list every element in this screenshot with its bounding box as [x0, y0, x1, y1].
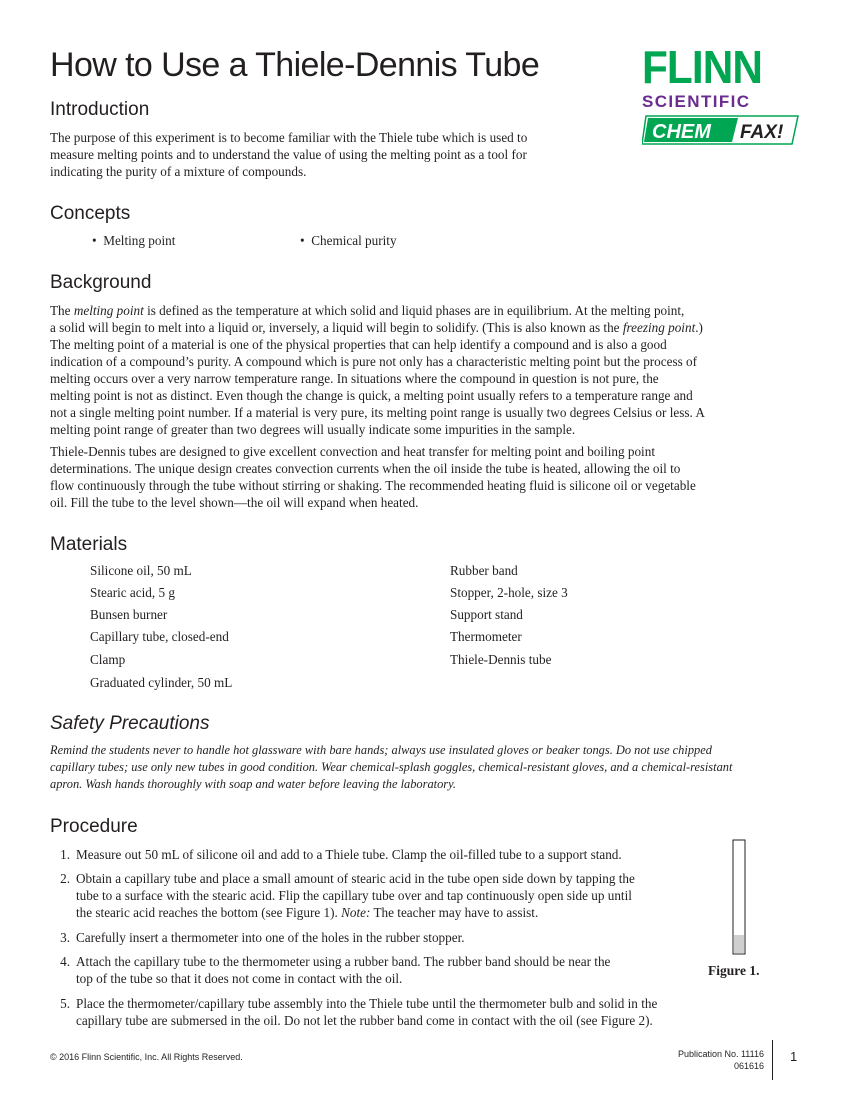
material-item: Stearic acid, 5 g — [90, 585, 175, 600]
material-item: Stopper, 2-hole, size 3 — [450, 585, 568, 600]
background-line: indication of a compound’s purity. A compound which is pure not only has a characteristic melting point but the process of — [50, 354, 698, 369]
step-line: tube to a surface with the stearic acid. Flip the capillary tube over and tap continuously open side up until — [76, 888, 632, 903]
figure-1-label: Figure 1. — [708, 963, 760, 978]
safety-text — [50, 742, 795, 793]
background-line: Thiele-Dennis tubes are designed to give excellent convection and heat transfer for melting point and boiling point — [50, 444, 655, 459]
page-number: 1 — [790, 1049, 798, 1064]
footer-copyright: © 2016 Flinn Scientific, Inc. All Rights Reserved. — [50, 1052, 243, 1062]
materials-heading: Materials — [50, 534, 128, 555]
logo-scientific-text: SCIENTIFIC — [642, 92, 751, 111]
material-item: Silicone oil, 50 mL — [90, 563, 192, 578]
background-line: The melting point of a material is one of the physical properties that can help identify a compound and is also a good — [50, 337, 667, 352]
intro-line: The purpose of this experiment is to become familiar with the Thiele tube which is used to — [50, 130, 528, 145]
background-line: flow continuously through the tube without stirring or shaking. The recommended heating fluid is silicone oil or vegetable — [50, 478, 696, 493]
step-line: Measure out 50 mL of silicone oil and add to a Thiele tube. Clamp the oil-filled tube to a support stand. — [76, 847, 622, 862]
material-item: Clamp — [90, 652, 126, 667]
step-line: top of the tube so that it does not come in contact with the oil. — [76, 971, 403, 986]
material-item: Rubber band — [450, 563, 518, 578]
step-line: capillary tube are submersed in the oil. Do not let the rubber band come in contact with the oil (see Figure 2). — [76, 1013, 653, 1028]
safety-line: apron. Wash hands thoroughly with soap and water before leaving the laboratory. — [50, 777, 457, 791]
step-line: Place the thermometer/capillary tube assembly into the Thiele tube until the thermometer bulb and solid in the — [76, 996, 658, 1011]
introduction-text — [50, 129, 775, 180]
safety-line: capillary tubes; use only new tubes in good condition. Wear chemical-splash goggles, chemical-resistant gloves, and a chemical-resistant — [50, 760, 733, 774]
background-heading: Background — [50, 272, 152, 293]
background-line: a solid will begin to melt into a liquid or, inversely, a liquid will begin to solidify. (This is also known as the freezing point.) — [50, 320, 703, 335]
safety-line: Remind the students never to handle hot glassware with bare hands; always use insulated gloves or beaker tongs. Do not use chipped — [50, 743, 712, 757]
chem-text: CHEM — [652, 121, 711, 143]
background-paragraph-1 — [50, 302, 790, 438]
background-line: melting occurs over a very narrow temperature range. In situations where the compound in question is not pure, the — [50, 371, 659, 386]
procedure-heading: Procedure — [50, 816, 138, 837]
background-line: determinations. The unique design creates convection currents when the oil inside the tube is heated, allowing the oil to — [50, 461, 681, 476]
step-line: Obtain a capillary tube and place a small amount of stearic acid in the tube open side down by tapping the — [76, 871, 635, 886]
step-number: 1. — [60, 847, 70, 862]
step-line: Attach the capillary tube to the thermometer using a rubber band. The rubber band should be near the — [76, 954, 611, 969]
introduction-heading: Introduction — [50, 99, 150, 120]
logo-flinn-text: FLINN — [642, 41, 762, 93]
background-line: melting point is not as distinct. Even though the change is quick, a melting point usually refers to a temperature range and — [50, 388, 693, 403]
step-number: 2. — [60, 871, 70, 886]
fax-text: FAX! — [740, 122, 784, 143]
step-line: the stearic acid reaches the bottom (see Figure 1). Note: The teacher may have to assist. — [76, 905, 539, 920]
material-item: Graduated cylinder, 50 mL — [90, 675, 233, 690]
stearic-acid-sample — [734, 935, 744, 953]
footer-divider — [772, 1040, 773, 1080]
footer-code: 061616 — [733, 1061, 764, 1071]
background-line: not a single melting point number. If a material is very pure, its melting point range is usually two degrees Celsius or less. A — [50, 405, 705, 420]
material-item: Capillary tube, closed-end — [90, 629, 229, 644]
step-number: 3. — [60, 930, 70, 945]
intro-line: measure melting points and to understand the value of using the melting point as a tool for — [50, 147, 527, 162]
material-item: Support stand — [450, 607, 523, 622]
background-line: The melting point is defined as the temperature at which solid and liquid phases are in equilibrium. At the melting point, — [50, 303, 685, 318]
concepts-heading: Concepts — [50, 203, 131, 224]
material-item: Thermometer — [450, 629, 522, 644]
intro-line: indicating the purity of a mixture of compounds. — [50, 164, 307, 179]
step-number: 4. — [60, 954, 70, 969]
concept-item: • Melting point — [92, 233, 176, 248]
step-number: 5. — [60, 996, 70, 1011]
page-title: How to Use a Thiele-Dennis Tube — [50, 46, 540, 84]
footer-publication: Publication No. 11116 — [677, 1049, 764, 1059]
material-item: Bunsen burner — [90, 607, 168, 622]
safety-heading: Safety Precautions — [50, 713, 210, 734]
background-line: melting point range of greater than two degrees will usually indicate some impurities in the sample. — [50, 422, 576, 437]
concept-item: • Chemical purity — [300, 233, 397, 248]
background-line: oil. Fill the tube to the level shown—the oil will expand when heated. — [50, 495, 419, 510]
capillary-tube-figure — [725, 838, 755, 958]
background-paragraph-2 — [50, 443, 790, 511]
step-line: Carefully insert a thermometer into one of the holes in the rubber stopper. — [76, 930, 465, 945]
material-item: Thiele-Dennis tube — [450, 652, 552, 667]
